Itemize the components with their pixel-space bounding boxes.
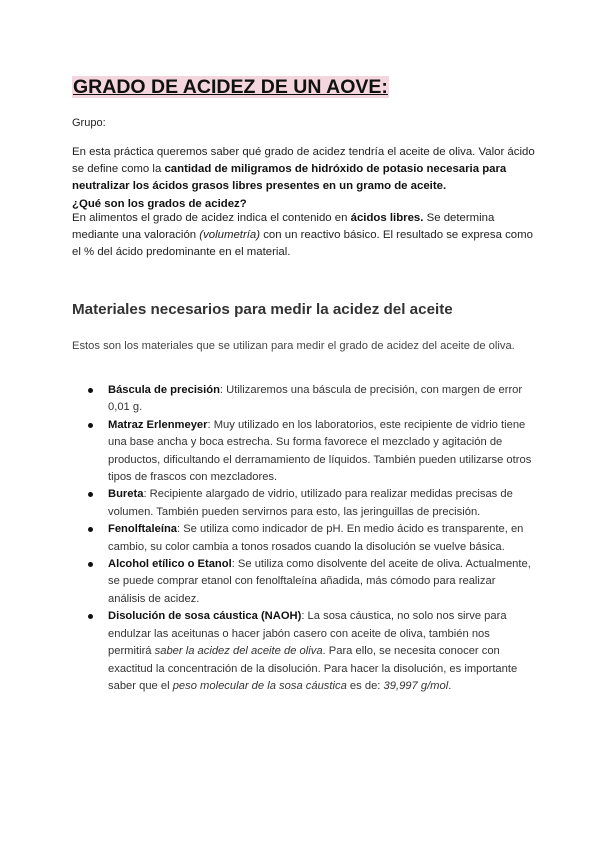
item-text: : Muy utilizado en los laboratorios, este recipiente de vidrio tiene una base ancha y boca estrecha. Su forma favorece el mezclado y agitación de productos, dificultando el derramamiento de líquidos. También pueden utilizarse otros tipos de frascos con mezcladores. — [108, 418, 532, 484]
list-item — [72, 486, 532, 521]
acidity-paragraph — [72, 210, 542, 262]
materials-intro: Estos son los materiales que se utilizan para medir el grado de acidez del aceite de oliva. — [72, 340, 515, 352]
volumetry-term: (volumetría) — [199, 229, 261, 242]
bullet-icon — [88, 423, 93, 428]
acid-value-definition: cantidad de miligramos de hidróxido de potasio necesaria para neutralizar los ácidos grasos libres presentes en un gramo de aceite. — [72, 163, 507, 193]
acidity-text-2: Se determina mediante una valoración — [72, 212, 495, 242]
list-item — [72, 382, 532, 417]
intro-paragraph — [72, 144, 542, 213]
materials-list — [72, 382, 532, 695]
item-term: Matraz Erlenmeyer — [108, 418, 208, 431]
item-text: : Se utiliza como disolvente del aceite de oliva. Actualmente, se puede comprar etanol con fenolftaleína añadida, más cómodo para realizar análisis de acidez. — [108, 558, 531, 605]
item-italic: saber la acidez del aceite de oliva — [154, 645, 323, 658]
item-text: : Recipiente alargado de vidrio, utilizado para realizar medidas precisas de volumen. También pueden servirnos para esto, las jeringuillas de precisión. — [108, 488, 513, 518]
document-title: GRADO DE ACIDEZ DE UN AOVE: — [73, 76, 388, 98]
bullet-icon — [88, 614, 93, 619]
acidity-text-1: En alimentos el grado de acidez indica el contenido en — [72, 212, 351, 224]
item-term: Fenolftaleína — [108, 523, 177, 536]
bullet-icon — [88, 388, 93, 393]
item-term: Báscula de precisión — [108, 384, 220, 396]
item-text: : La sosa cáustica, no solo nos sirve para endulzar las aceitunas o hacer jabón casero con aceite de oliva, también nos permitirá — [108, 610, 507, 658]
list-item — [72, 556, 532, 608]
intro-text: En esta práctica queremos saber qué grado de acidez tendría el aceite de oliva. Valor ácido se define como la — [72, 146, 535, 176]
bullet-icon — [88, 527, 93, 532]
acidity-text-3: con un reactivo básico. El resultado se expresa como el % del ácido predominante en el material. — [72, 229, 533, 259]
item-term: Alcohol etílico o Etanol — [108, 558, 232, 571]
list-item — [72, 417, 532, 487]
item-text: . Para ello, se necesita conocer con exactitud la concentración de la disolución. Para hacer la disolución, es importante saber que el — [108, 645, 518, 692]
acidity-question: ¿Qué son los grados de acidez? — [72, 197, 247, 210]
materials-heading: Materiales necesarios para medir la acidez del aceite — [72, 301, 453, 318]
item-text: : Se utiliza como indicador de pH. En medio ácido es transparente, en cambio, su color cambia a tonos rosados cuando la disolución se vuelve básica. — [108, 523, 524, 553]
item-italic: 39,997 g/mol — [383, 679, 449, 692]
free-acids-term: ácidos libres. — [350, 212, 424, 224]
group-label: Grupo: — [72, 117, 106, 129]
item-text: : Utilizaremos una báscula de precisión, con margen de error 0,01 g. — [108, 384, 523, 414]
item-term: Bureta — [108, 488, 144, 501]
list-item — [72, 608, 532, 695]
bullet-icon — [88, 562, 93, 567]
item-italic: peso molecular de la sosa cáustica — [172, 679, 347, 692]
item-text: es de: — [346, 679, 384, 692]
item-text: . — [448, 679, 452, 692]
list-item — [72, 521, 532, 556]
bullet-icon — [88, 492, 93, 497]
item-term: Disolución de sosa cáustica (NAOH) — [108, 610, 302, 623]
